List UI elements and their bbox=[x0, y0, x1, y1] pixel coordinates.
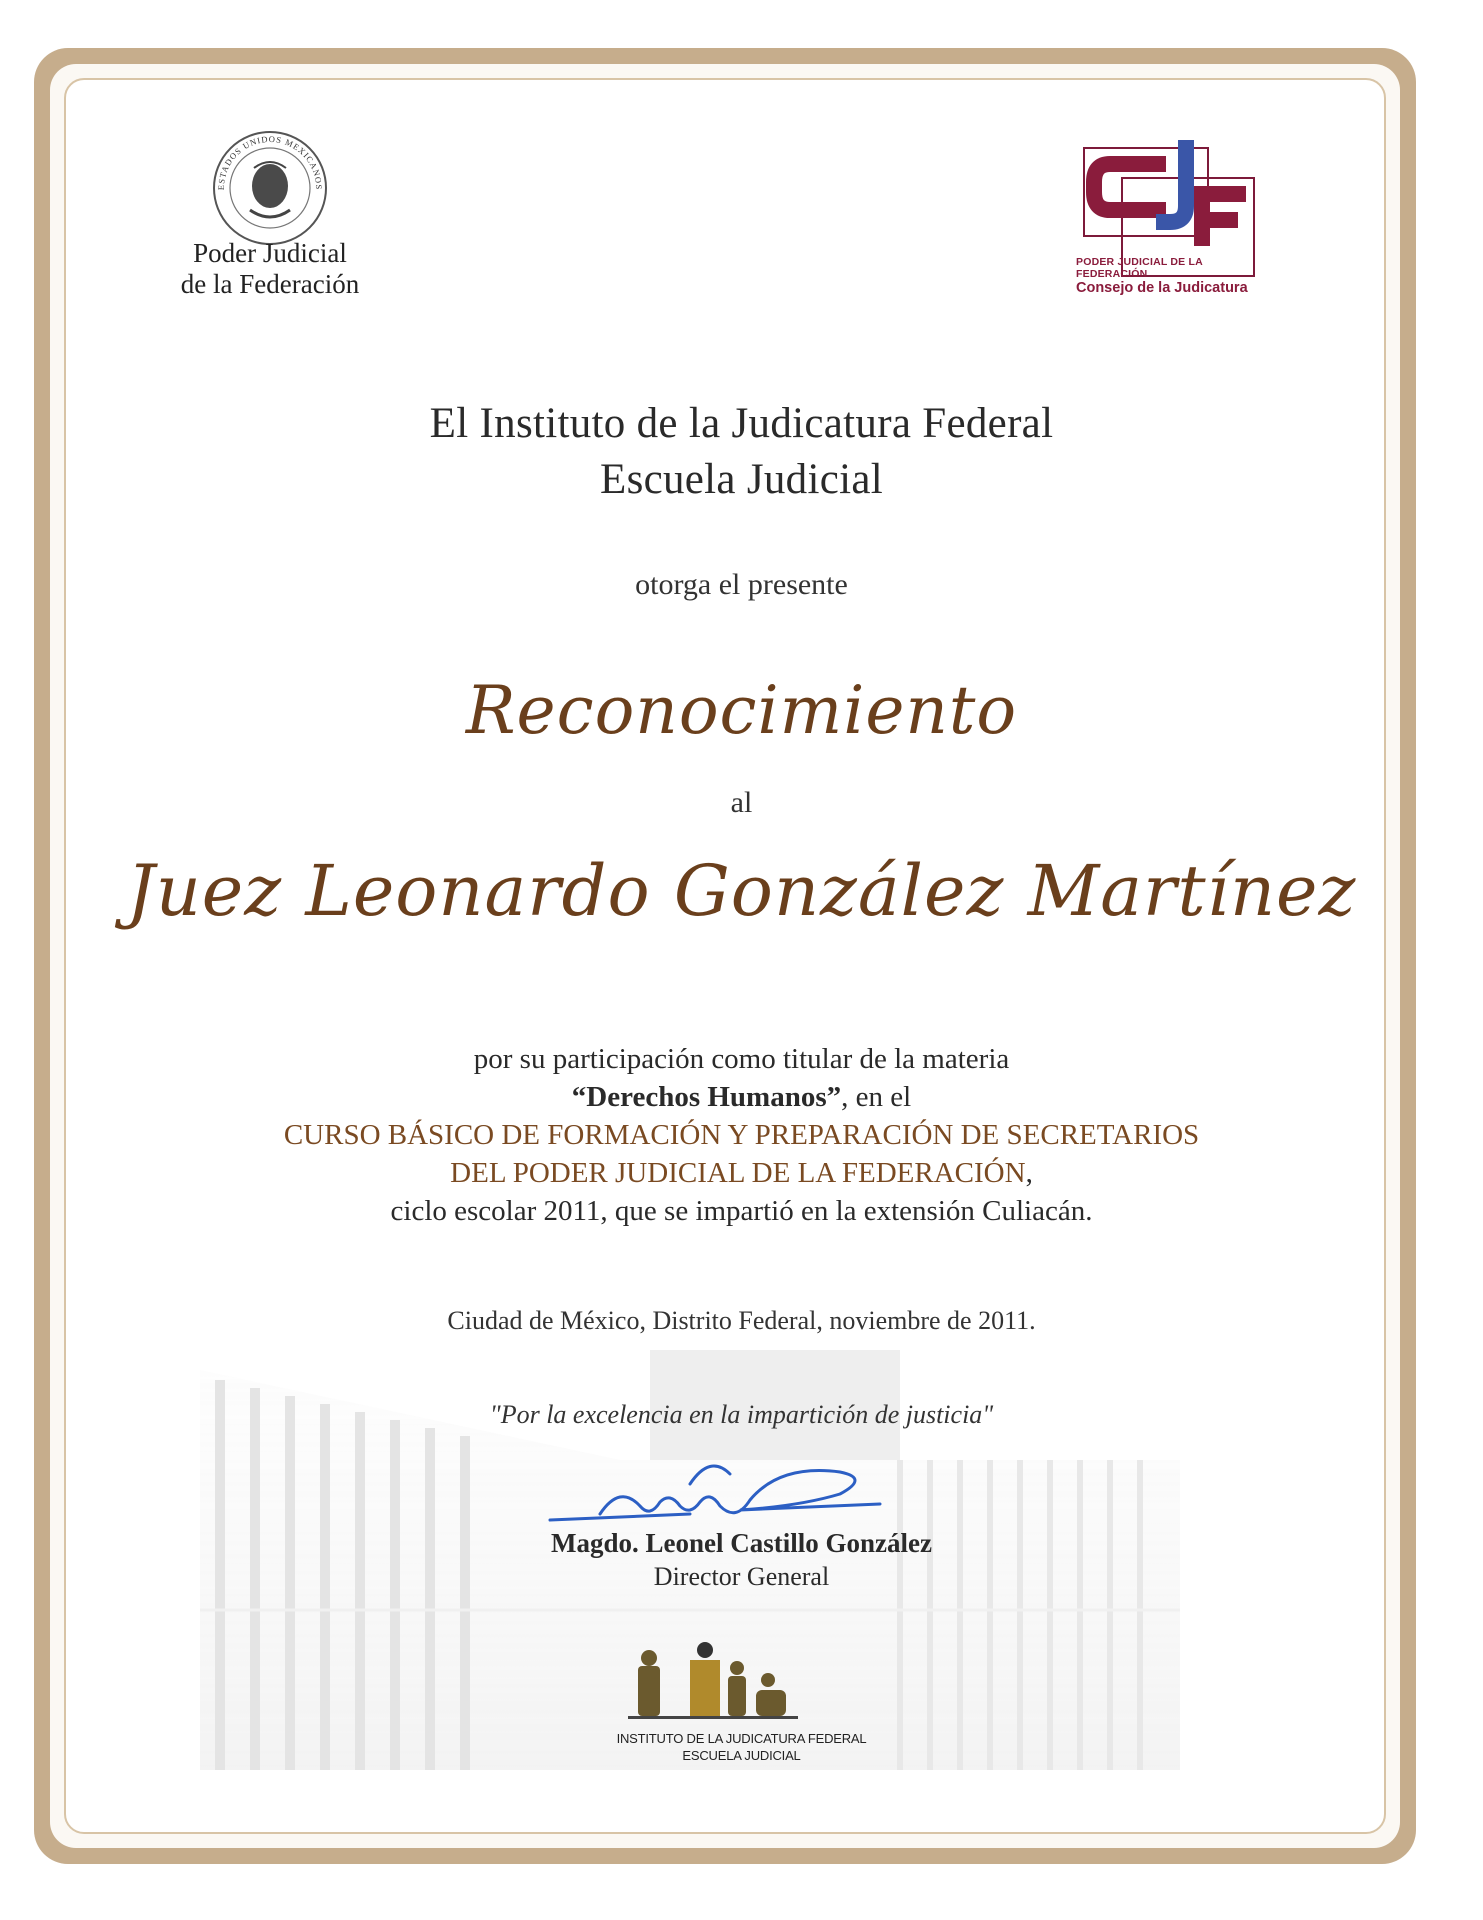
course-line1: CURSO BÁSICO DE FORMACIÓN Y PREPARACIÓN DE SECRETARIOS bbox=[283, 1119, 1200, 1151]
ijf-caption bbox=[0, 1730, 1483, 1764]
motto: "Por la excelencia en la impartición de justicia" bbox=[489, 1400, 994, 1429]
ijf-caption-line1: INSTITUTO DE LA JUDICATURA FEDERAL bbox=[616, 1731, 867, 1746]
ijf-caption-line2: ESCUELA JUDICIAL bbox=[682, 1748, 801, 1763]
cjf-caption-line1: PODER JUDICIAL DE LA FEDERACIÓN bbox=[1076, 256, 1203, 280]
certificate-body bbox=[0, 1040, 1483, 1230]
to-text: al bbox=[730, 786, 753, 819]
institution-heading bbox=[0, 396, 1483, 508]
ijf-figures-logo-icon bbox=[628, 1636, 798, 1724]
seal-text bbox=[210, 128, 330, 248]
svg-text:CJF: CJF bbox=[1166, 160, 1168, 161]
subject-name: “Derechos Humanos” bbox=[571, 1081, 842, 1113]
body-line2: “Derechos Humanos”, en el bbox=[571, 1081, 912, 1113]
body-line1: por su participación como titular de la materia bbox=[473, 1043, 1010, 1075]
body-line5: ciclo escolar 2011, que se impartió en la extensión Culiacán. bbox=[390, 1195, 1093, 1227]
cjf-caption-line2: Consejo de la Judicatura bbox=[1076, 280, 1248, 296]
poder-judicial-line1: Poder Judicial bbox=[193, 238, 347, 268]
institution-line2: Escuela Judicial bbox=[600, 456, 883, 503]
svg-text:ESTADOS UNIDOS MEXICANOS: ESTADOS UNIDOS MEXICANOS bbox=[215, 133, 325, 191]
signer-role: Director General bbox=[653, 1562, 830, 1591]
course-line2: DEL PODER JUDICIAL DE LA FEDERACIÓN bbox=[450, 1157, 1026, 1189]
signer-name: Magdo. Leonel Castillo González bbox=[551, 1528, 932, 1558]
institution-line1: El Instituto de la Judicatura Federal bbox=[429, 400, 1054, 447]
poder-judicial-label bbox=[150, 238, 390, 300]
course-line2-row: DEL PODER JUDICIAL DE LA FEDERACIÓN, bbox=[450, 1157, 1033, 1189]
recipient-name: Juez Leonardo González Martínez bbox=[126, 850, 1357, 932]
grant-text: otorga el presente bbox=[635, 568, 848, 601]
award-title: Reconocimiento bbox=[465, 672, 1018, 749]
cjf-caption bbox=[1076, 256, 1264, 296]
poder-judicial-line2: de la Federación bbox=[180, 269, 360, 299]
place-date: Ciudad de México, Distrito Federal, noviembre de 2011. bbox=[447, 1306, 1036, 1335]
